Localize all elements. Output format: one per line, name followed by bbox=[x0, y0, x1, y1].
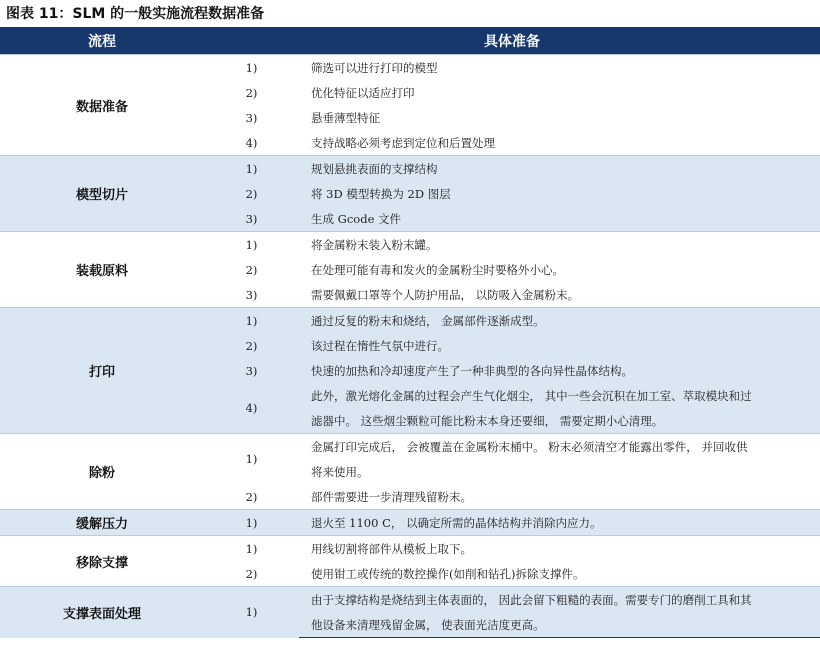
table-row bbox=[0, 434, 820, 460]
step-number: 2) bbox=[245, 85, 258, 100]
step-number: 2) bbox=[245, 262, 258, 277]
table-row bbox=[0, 156, 820, 182]
step-number: 2) bbox=[245, 489, 258, 504]
step-text: 退火至 1100 C， 以确定所需的晶体结构并消除内应力。 bbox=[299, 510, 820, 536]
step-text: 支持战略必须考虑到定位和后置处理 bbox=[311, 135, 495, 150]
step-text: 悬垂薄型特征 bbox=[311, 110, 380, 125]
process-name: 移除支撑 bbox=[0, 536, 204, 587]
step-number: 4) bbox=[204, 383, 299, 434]
step-text: 需要佩戴口罩等个人防护用品， 以防吸入金属粉末。 bbox=[311, 287, 580, 302]
process-name: 打印 bbox=[0, 308, 204, 434]
step-number: 2) bbox=[204, 181, 299, 206]
step-number: 1) bbox=[204, 434, 299, 485]
step-number: 1) bbox=[204, 156, 299, 182]
step-number: 1) bbox=[204, 232, 299, 258]
step-text: 部件需要进一步清理残留粉末。 bbox=[311, 489, 472, 504]
table-row bbox=[0, 55, 820, 81]
step-text: 由于支撑结构是烧结到主体表面的， 因此会留下粗糙的表面。需要专门的磨削工具和其 bbox=[299, 587, 820, 613]
step-text-continued: 滤器中。 这些烟尘颗粒可能比粉末本身还要细， 需要定期小心清理。 bbox=[299, 408, 820, 434]
step-text: 生成 Gcode 文件 bbox=[299, 206, 820, 232]
step-number: 1) bbox=[204, 55, 299, 81]
table-row bbox=[0, 587, 820, 613]
step-text: 此外，激光熔化金属的过程会产生气化烟尘， 其中一些会沉积在加工室、萃取模块和过 bbox=[299, 383, 820, 408]
step-number: 1) bbox=[204, 587, 299, 638]
header-preparation: 具体准备 bbox=[204, 27, 820, 55]
process-name: 装载原料 bbox=[0, 232, 204, 308]
step-text: 金属打印完成后， 会被覆盖在金属粉末桶中。 粉末必须清空才能露出零件， 并回收供 bbox=[299, 434, 820, 460]
step-text-continued: 将来使用。 bbox=[311, 464, 369, 479]
step-text: 筛选可以进行打印的模型 bbox=[299, 55, 820, 81]
step-text: 快速的加热和冷却速度产生了一种非典型的各向异性晶体结构。 bbox=[299, 358, 820, 383]
process-table bbox=[0, 27, 820, 638]
table-row bbox=[0, 308, 820, 334]
step-number: 3) bbox=[245, 110, 258, 125]
process-name: 数据准备 bbox=[0, 55, 204, 156]
step-number: 3) bbox=[204, 206, 299, 232]
step-text: 用线切割将部件从模板上取下。 bbox=[299, 536, 820, 562]
step-number: 1) bbox=[204, 510, 299, 536]
step-text: 规划悬挑表面的支撑结构 bbox=[299, 156, 820, 182]
process-name: 模型切片 bbox=[0, 156, 204, 232]
step-number: 1) bbox=[204, 308, 299, 334]
step-number: 2) bbox=[245, 566, 258, 581]
table-row bbox=[0, 536, 820, 562]
process-name: 支撑表面处理 bbox=[0, 587, 204, 638]
table-row bbox=[0, 510, 820, 536]
page-title: 图表 11：SLM 的一般实施流程数据准备 bbox=[6, 6, 265, 22]
step-number: 3) bbox=[204, 358, 299, 383]
step-number: 4) bbox=[245, 135, 258, 150]
step-text: 通过反复的粉末和烧结， 金属部件逐渐成型。 bbox=[299, 308, 820, 334]
table-row bbox=[0, 232, 820, 258]
step-text: 使用钳工或传统的数控操作(如削和钻孔)拆除支撑件。 bbox=[311, 566, 585, 581]
process-name: 缓解压力 bbox=[0, 510, 204, 536]
header-process: 流程 bbox=[0, 27, 204, 55]
step-text: 在处理可能有毒和发火的金属粉尘时要格外小心。 bbox=[311, 262, 564, 277]
step-text: 将 3D 模型转换为 2D 图层 bbox=[299, 181, 820, 206]
step-text: 将金属粉末装入粉末罐。 bbox=[299, 232, 820, 258]
process-name: 除粉 bbox=[0, 434, 204, 510]
step-number: 3) bbox=[245, 287, 258, 302]
step-number: 2) bbox=[204, 333, 299, 358]
step-text: 优化特征以适应打印 bbox=[311, 85, 415, 100]
step-number: 1) bbox=[204, 536, 299, 562]
step-text: 该过程在惰性气氛中进行。 bbox=[299, 333, 820, 358]
step-text-continued: 他设备来清理残留金属， 使表面光洁度更高。 bbox=[299, 612, 820, 638]
table-header-row bbox=[0, 27, 820, 55]
